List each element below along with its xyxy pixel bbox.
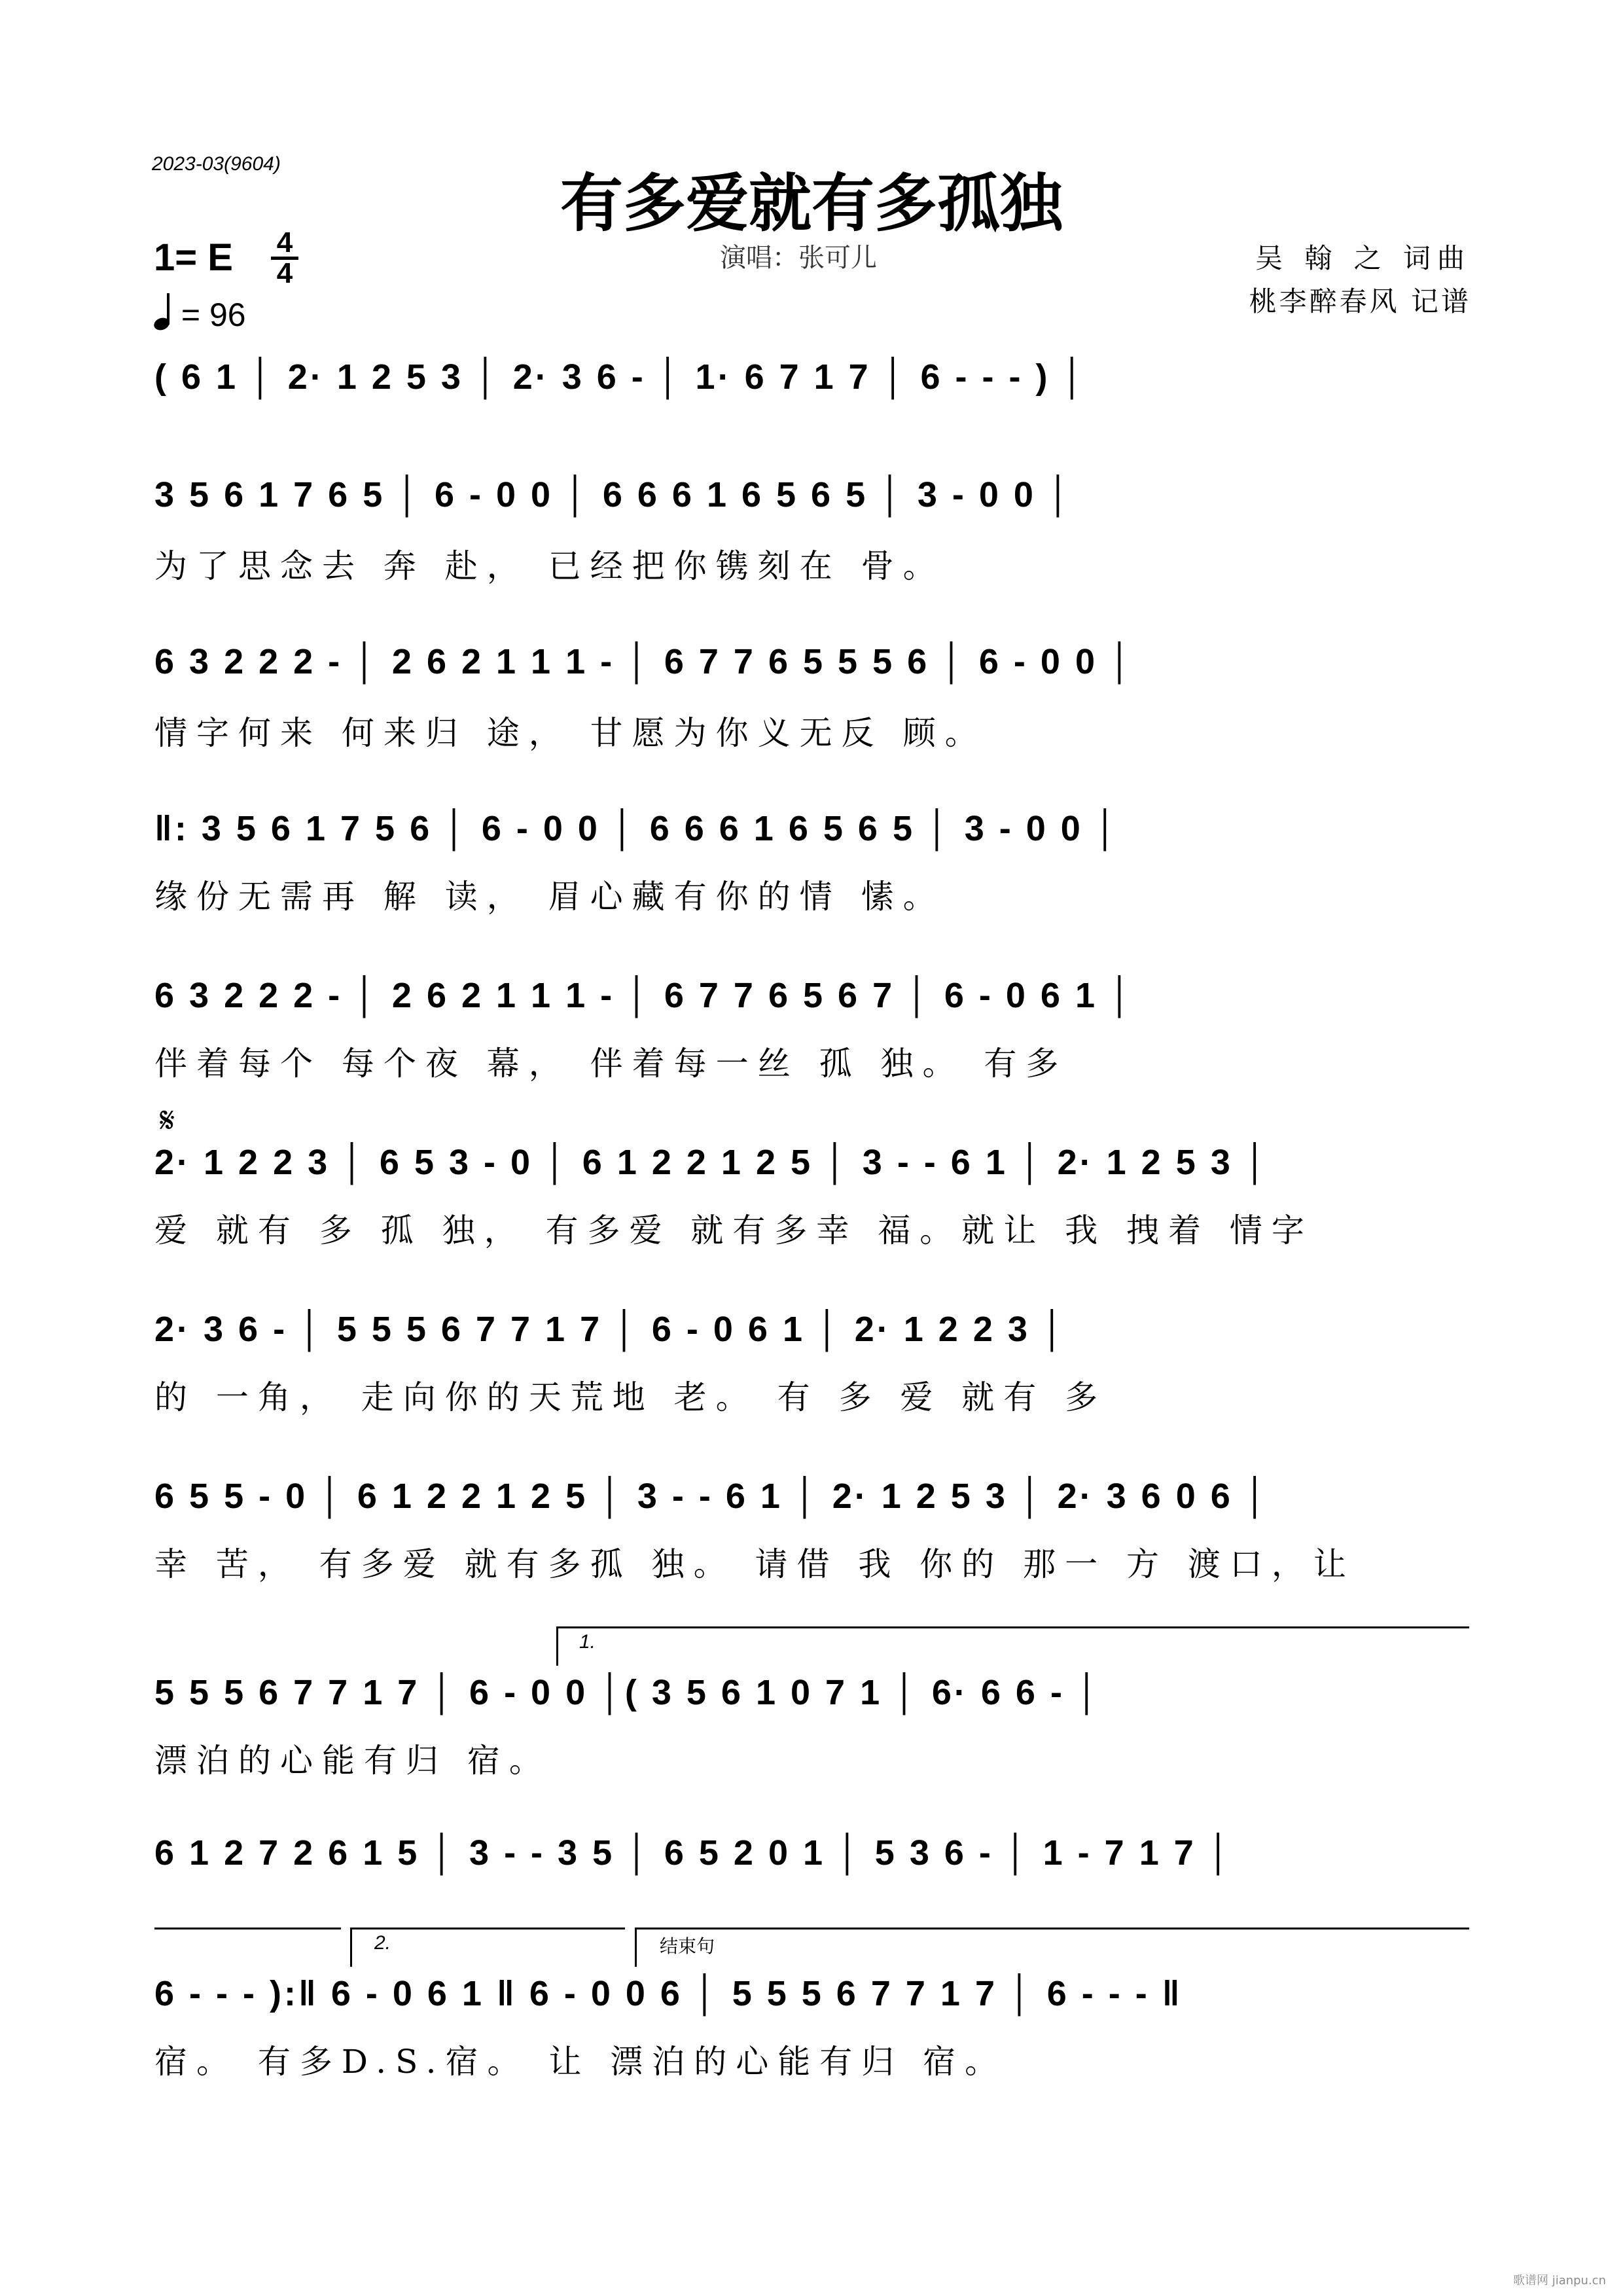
first-ending-bracket-left — [556, 1626, 558, 1666]
singer-credit: 演唱：张可儿 — [720, 243, 877, 273]
first-ending-label: 1. — [579, 1631, 596, 1653]
system-8-lyrics: 幸 苦， 有多爱 就有多孤 独。 请借 我 你的 那一 方 渡口，让 — [154, 1545, 1355, 1583]
song-title: 有多爱就有多孤独 — [560, 167, 1063, 240]
system-5-lyrics: 伴着每个 每个夜 幕， 伴着每一丝 孤 独。 有多 — [154, 1045, 1068, 1083]
system-8-notes: 6 5 5 - 0 │ 6 1 2 2 1 2 5 │ 3 - - 6 1 │ 2· 1 2 5 3 │ 2· 3 6 0 6 │ — [154, 1477, 1270, 1516]
tempo-value: = 96 — [181, 296, 246, 333]
time-signature-top: 4 — [276, 226, 293, 259]
segno-sign: 𝄋 — [160, 1100, 175, 1141]
coda-bracket — [635, 1928, 1469, 1929]
system-4-notes: ‖: 3 5 6 1 7 5 6 │ 6 - 0 0 │ 6 6 6 1 6 5 6 5 │ 3 - 0 0 │ — [154, 809, 1120, 848]
system-3-lyrics: 情字何来 何来归 途， 甘愿为你义无反 顾。 — [154, 714, 987, 752]
system-9-lyrics: 漂泊的心能有归 宿。 — [154, 1742, 551, 1780]
system-2-lyrics: 为了思念去 奔 赴， 已经把你镌刻在 骨。 — [154, 547, 945, 585]
system-7-lyrics: 的 一角， 走向你的天荒地 老。 有 多 爱 就有 多 — [154, 1378, 1107, 1416]
lyrics-music-credit: 吴 翰 之 词曲 — [1255, 242, 1471, 274]
coda-label: 结束句 — [660, 1936, 715, 1956]
site-watermark: 歌谱网 jianpu.cn — [1512, 2274, 1606, 2287]
key-signature: 1= E — [154, 236, 233, 279]
system-6-lyrics: 爱 就有 多 孤 独， 有多爱 就有多幸 福。就让 我 拽着 情字 — [154, 1211, 1313, 1249]
system-9-notes: 5 5 5 6 7 7 1 7 │ 6 - 0 0 │( 3 5 6 1 0 7 1 │ 6· 6 6 - │ — [154, 1673, 1102, 1712]
second-ending-label: 2. — [374, 1932, 391, 1954]
second-ending-bracket-left — [350, 1928, 352, 1967]
serial-number: 2023-03(9604) — [152, 153, 281, 175]
system-7-notes: 2· 3 6 - │ 5 5 5 6 7 7 1 7 │ 6 - 0 6 1 │ 2· 1 2 2 3 │ — [154, 1310, 1067, 1349]
transcriber-credit: 桃李醉春风 记谱 — [1249, 285, 1471, 317]
time-signature-bottom: 4 — [276, 257, 293, 289]
coda-bracket-left — [635, 1928, 637, 1967]
system-11-notes: 6 - - - ):‖ 6 - 0 6 1 ‖ 6 - 0 0 6 │ 5 5 5 6 7 7 1 7 │ 6 - - - ‖ — [154, 1974, 1183, 2013]
system-5-notes: 6 3 2 2 2 - │ 2 6 2 1 1 1 - │ 6 7 7 6 5 6 7 │ 6 - 0 6 1 │ — [154, 976, 1135, 1015]
system-3-notes: 6 3 2 2 2 - │ 2 6 2 1 1 1 - │ 6 7 7 6 5 5 5 6 │ 6 - 0 0 │ — [154, 642, 1135, 681]
system-6-notes: 2· 1 2 2 3 │ 6 5 3 - 0 │ 6 1 2 2 1 2 5 │ 3 - - 6 1 │ 2· 1 2 5 3 │ — [154, 1143, 1270, 1182]
second-ending-bracket — [350, 1928, 625, 1929]
first-ending-continuation — [154, 1928, 341, 1929]
system-1-notes: ( 6 1 │ 2· 1 2 5 3 │ 2· 3 6 - │ 1· 6 7 1 7 │ 6 - - - ) │ — [154, 357, 1088, 397]
system-2-notes: 3 5 6 1 7 6 5 │ 6 - 0 0 │ 6 6 6 1 6 5 6 5 │ 3 - 0 0 │ — [154, 475, 1073, 514]
first-ending-bracket — [556, 1626, 1469, 1628]
system-10-notes: 6 1 2 7 2 6 1 5 │ 3 - - 3 5 │ 6 5 2 0 1 │ 5 3 6 - │ 1 - 7 1 7 │ — [154, 1833, 1234, 1873]
system-11-lyrics: 宿。 有多D.S.宿。 让 漂泊的心能有归 宿。 — [154, 2043, 1007, 2081]
system-4-lyrics: 缘份无需再 解 读， 眉心藏有你的情 愫。 — [154, 878, 945, 916]
